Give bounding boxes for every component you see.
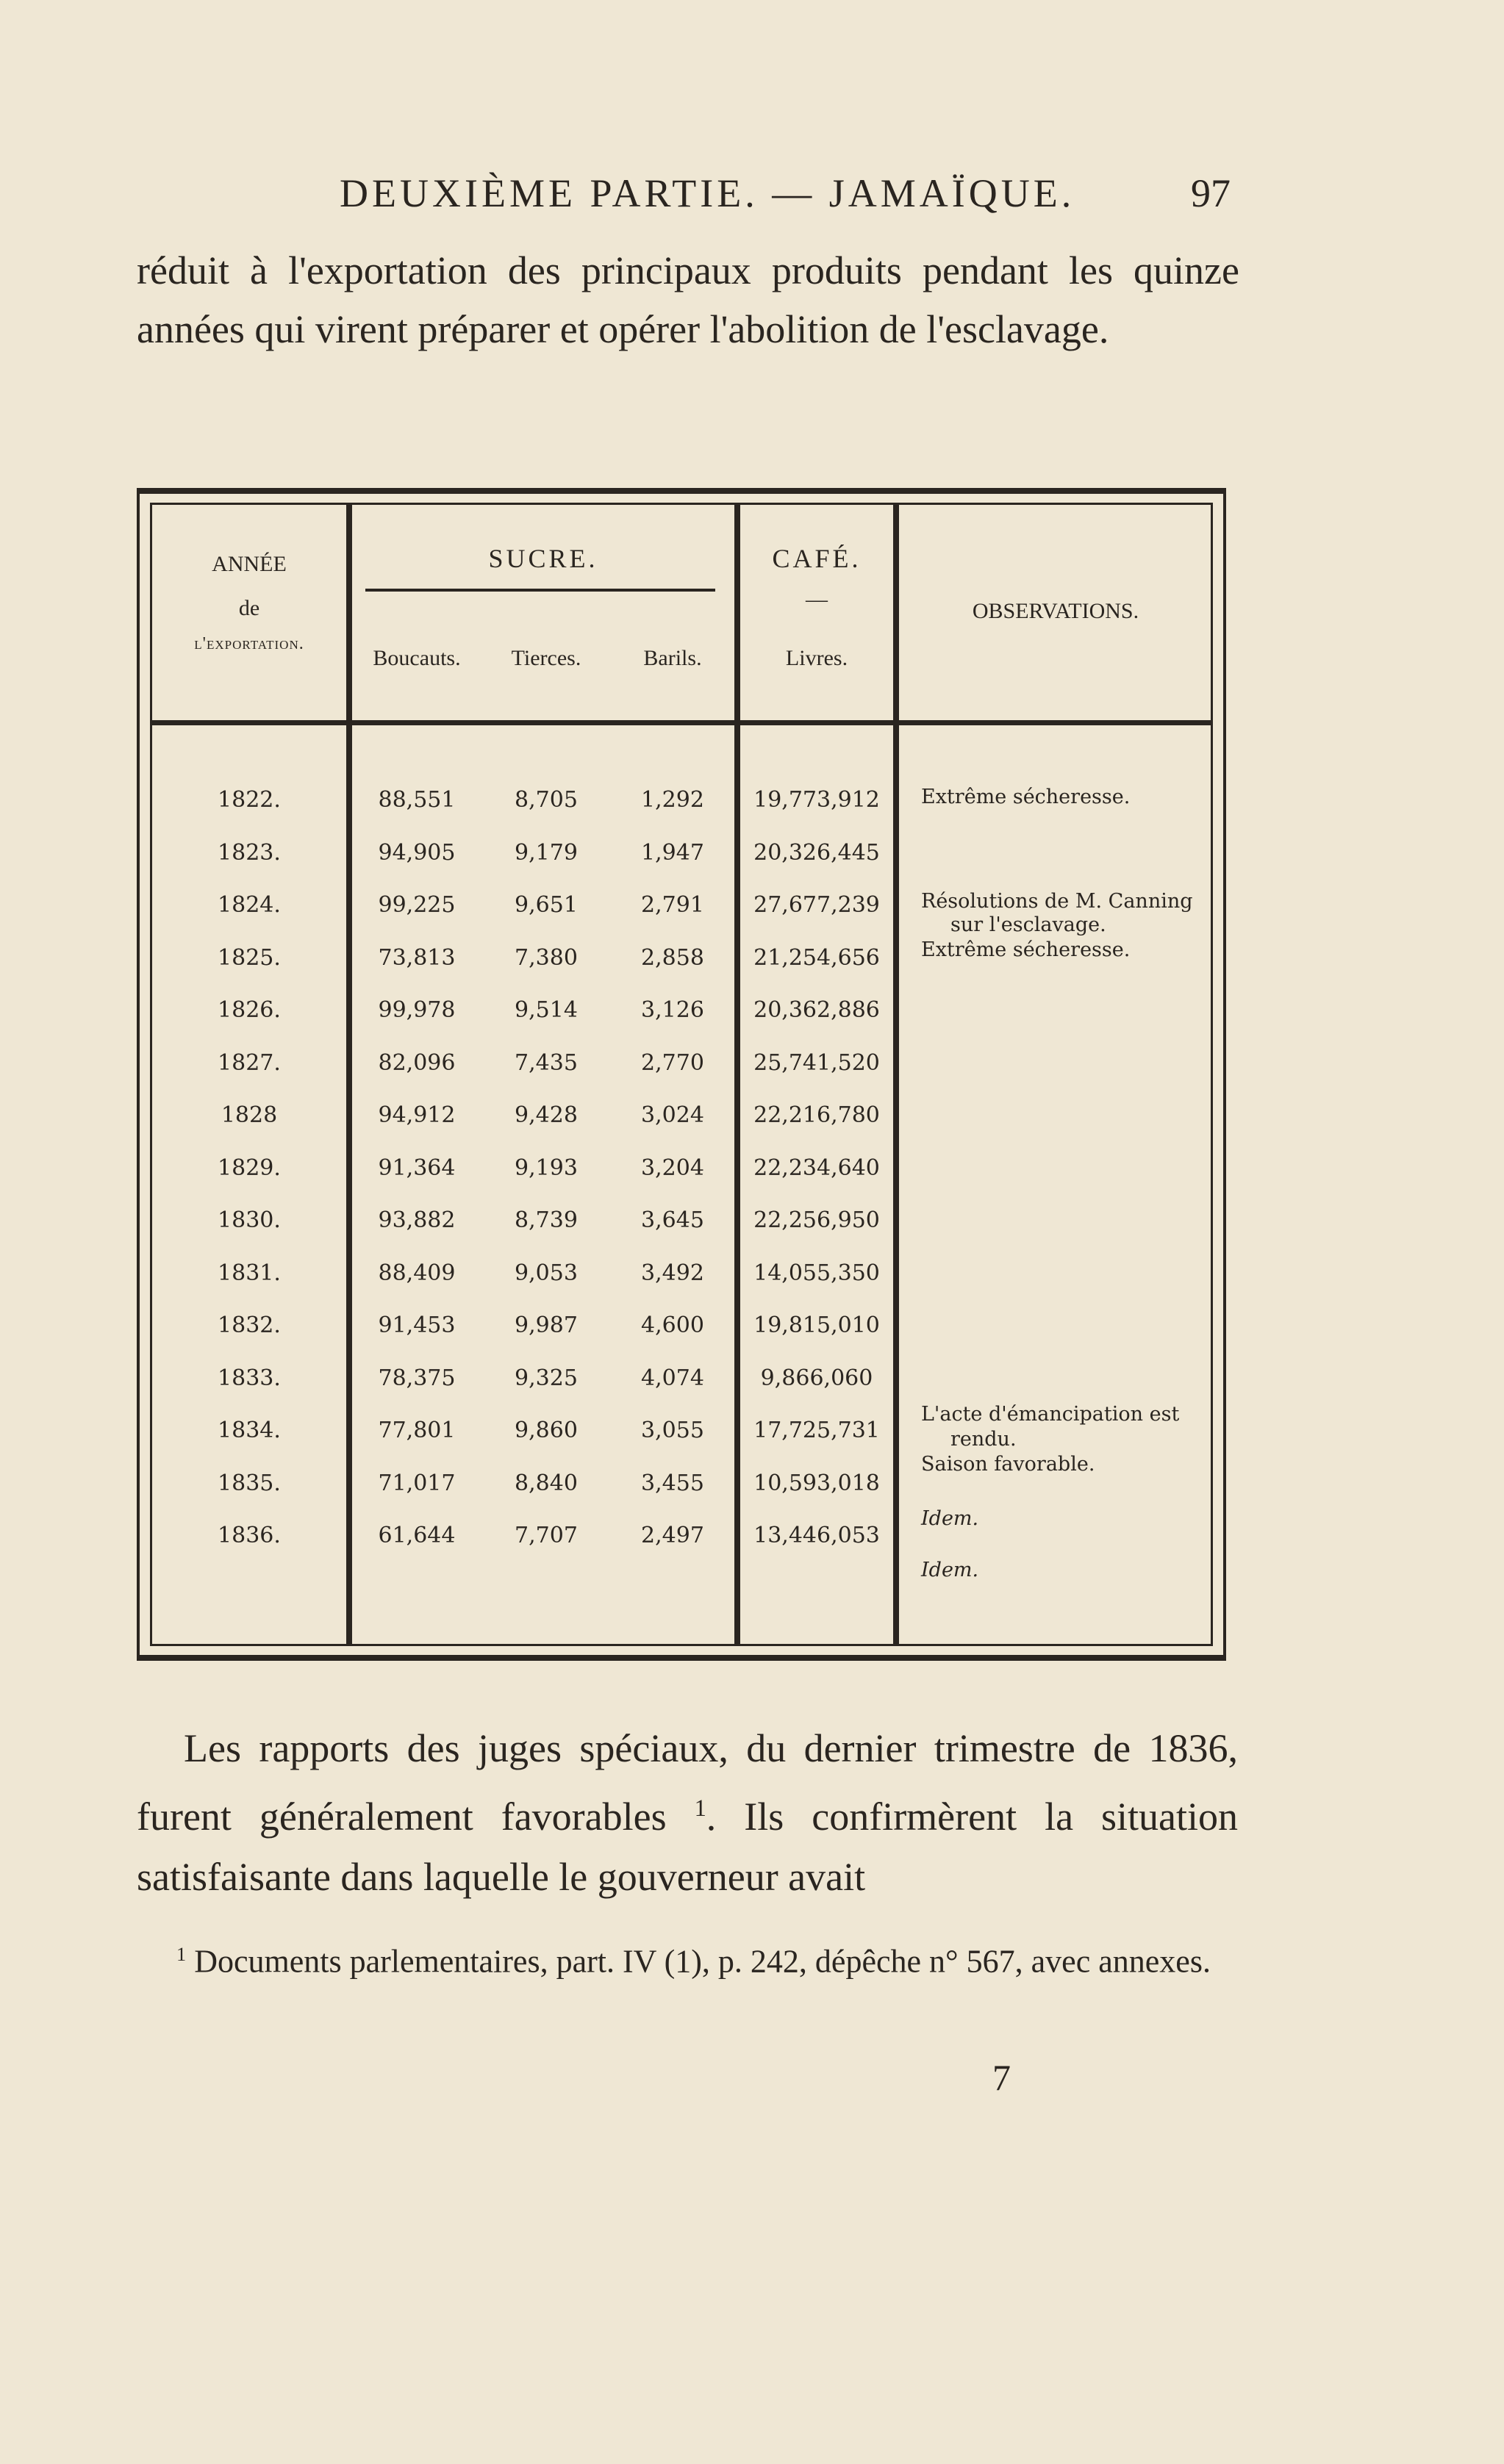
table-row — [152, 1155, 1211, 1210]
cell-boucauts: 91,364 — [378, 1154, 456, 1181]
body-text-part2: . Ils confirmèrent la situation satisfaisante dans laquelle le gouverneur avait — [137, 1795, 1239, 1899]
cell-year: 1830. — [218, 1207, 281, 1233]
running-header — [140, 170, 1242, 222]
cell-year: 1823. — [218, 839, 281, 866]
cell-tierces: 7,380 — [515, 944, 578, 971]
cell-barils: 2,791 — [641, 892, 704, 918]
cell-livres: 13,446,053 — [753, 1523, 880, 1548]
cell-livres: 22,234,640 — [753, 1154, 880, 1181]
cell-livres: 25,741,520 — [753, 1049, 880, 1076]
cell-barils: 3,492 — [641, 1260, 704, 1286]
cell-barils: 3,055 — [641, 1418, 704, 1443]
signature-mark: 7 — [992, 2057, 1011, 2098]
year-header-line3: l'exportation. — [194, 634, 304, 653]
cell-barils: 3,645 — [641, 1207, 704, 1233]
cell-boucauts: 78,375 — [378, 1365, 456, 1391]
obs-1834: Saison favorable. — [921, 1453, 1095, 1476]
boucauts-header: Boucauts. — [373, 646, 461, 670]
cell-barils: 1,947 — [641, 839, 704, 866]
cafe-header: CAFÉ. — [772, 544, 862, 573]
export-table — [137, 488, 1226, 1661]
cell-year: 1835. — [218, 1470, 281, 1496]
header-rule — [152, 720, 346, 725]
intro-text: réduit à l'exportation des principaux produits pendant les quinze années qui virent préparer et opérer l'abolition de l'esclavage. — [137, 248, 1239, 351]
cell-livres: 9,866,060 — [760, 1365, 873, 1391]
obs-1824-line2: sur l'esclavage. — [950, 913, 1106, 936]
cell-barils: 4,600 — [641, 1312, 704, 1338]
cell-barils: 1,292 — [641, 787, 704, 813]
cell-boucauts: 61,644 — [378, 1523, 456, 1548]
cell-livres: 17,725,731 — [753, 1418, 880, 1443]
cell-tierces: 9,179 — [515, 839, 578, 866]
cell-year: 1824. — [218, 892, 281, 918]
page-number: 97 — [1191, 171, 1231, 215]
table-row — [152, 1523, 1211, 1577]
cell-tierces: 9,860 — [515, 1418, 578, 1443]
body-text-part1: Les rapports des juges spéciaux, du dernier trimestre de 1836, furent généralement favorables — [137, 1726, 1238, 1839]
intro-paragraph — [137, 241, 1239, 359]
cell-boucauts: 88,409 — [378, 1260, 456, 1286]
cell-tierces: 8,705 — [515, 787, 578, 813]
cell-barils: 3,204 — [641, 1154, 704, 1181]
body-text — [137, 1718, 1238, 1907]
cell-boucauts: 91,453 — [378, 1312, 456, 1338]
cell-tierces: 9,325 — [515, 1365, 578, 1391]
cell-livres: 22,216,780 — [753, 1102, 880, 1128]
barils-header: Barils. — [643, 646, 702, 670]
obs-1824-line1: Résolutions de M. Canning — [921, 890, 1193, 913]
table-row — [152, 1260, 1211, 1315]
cell-boucauts: 88,551 — [378, 787, 456, 813]
cell-livres: 21,254,656 — [753, 944, 880, 971]
cell-boucauts: 93,882 — [378, 1207, 456, 1233]
cell-year: 1832. — [218, 1312, 281, 1338]
obs-1822: Extrême sécheresse. — [921, 786, 1131, 808]
observations-header: OBSERVATIONS. — [972, 599, 1139, 623]
cell-year: 1825. — [218, 944, 281, 971]
cell-boucauts: 94,905 — [378, 839, 456, 866]
table-frame — [150, 503, 1213, 1646]
obs-1833-line2: rendu. — [950, 1428, 1017, 1451]
cell-barils: 2,858 — [641, 944, 704, 971]
cell-barils: 4,074 — [641, 1365, 704, 1391]
cell-livres: 14,055,350 — [753, 1260, 880, 1286]
footnote — [137, 1931, 1238, 1985]
cell-barils: 2,497 — [641, 1523, 704, 1548]
cell-livres: 19,815,010 — [753, 1312, 880, 1338]
cell-year: 1822. — [218, 787, 281, 813]
cell-livres: 22,256,950 — [753, 1207, 880, 1233]
cell-boucauts: 99,978 — [378, 997, 456, 1023]
cell-boucauts: 82,096 — [378, 1049, 456, 1076]
cell-year: 1827. — [218, 1049, 281, 1076]
obs-1836: Idem. — [921, 1559, 979, 1581]
cell-barils: 3,024 — [641, 1102, 704, 1128]
running-title: DEUXIÈME PARTIE. — JAMAÏQUE. — [340, 171, 1075, 215]
cell-year: 1826. — [218, 997, 281, 1023]
year-header-line1: ANNÉE — [212, 552, 287, 576]
cell-tierces: 8,840 — [515, 1470, 578, 1496]
cell-tierces: 9,053 — [515, 1260, 578, 1286]
cell-tierces: 9,193 — [515, 1154, 578, 1181]
cell-livres: 20,362,886 — [753, 997, 880, 1023]
table-row — [152, 1102, 1211, 1157]
header-rule — [899, 720, 1212, 725]
footnote-mark: 1 — [176, 1943, 187, 1965]
year-header-line2: de — [238, 596, 260, 620]
obs-1833-line1: L'acte d'émancipation est — [921, 1403, 1180, 1426]
cell-barils: 2,770 — [641, 1049, 704, 1076]
cell-tierces: 9,651 — [515, 892, 578, 918]
cell-barils: 3,126 — [641, 997, 704, 1023]
cell-year: 1831. — [218, 1260, 281, 1286]
cell-boucauts: 99,225 — [378, 892, 456, 918]
cell-boucauts: 77,801 — [378, 1418, 456, 1443]
tierces-header: Tierces. — [511, 646, 581, 670]
table-row — [152, 1050, 1211, 1105]
cell-tierces: 9,514 — [515, 997, 578, 1023]
table-row — [152, 840, 1211, 894]
header-rule — [740, 720, 893, 725]
cell-boucauts: 94,912 — [378, 1102, 456, 1128]
year-header — [152, 552, 346, 654]
table-row — [152, 1207, 1211, 1262]
cell-livres: 10,593,018 — [753, 1470, 880, 1496]
cell-year: 1834. — [218, 1418, 281, 1443]
cell-tierces: 8,739 — [515, 1207, 578, 1233]
cell-livres: 19,773,912 — [753, 787, 880, 813]
cell-tierces: 7,435 — [515, 1049, 578, 1076]
livres-header: Livres. — [785, 646, 848, 670]
cell-tierces: 9,428 — [515, 1102, 578, 1128]
cell-boucauts: 73,813 — [378, 944, 456, 971]
cell-tierces: 9,987 — [515, 1312, 578, 1338]
table-row — [152, 997, 1211, 1052]
body-paragraph — [137, 1718, 1238, 1907]
cell-year: 1833. — [218, 1365, 281, 1391]
cell-year: 1836. — [218, 1523, 281, 1548]
header-rule — [352, 720, 734, 725]
cell-boucauts: 71,017 — [378, 1470, 456, 1496]
obs-1825: Extrême sécheresse. — [921, 938, 1131, 961]
cell-livres: 20,326,445 — [753, 839, 880, 866]
footnote-text: Documents parlementaires, part. IV (1), p. 242, dépêche n° 567, avec annexes. — [194, 1943, 1211, 1980]
table-row — [152, 1312, 1211, 1367]
cell-tierces: 7,707 — [515, 1523, 578, 1548]
sucre-brace — [365, 589, 715, 592]
cafe-dash: — — [806, 587, 828, 611]
cell-year: 1829. — [218, 1154, 281, 1181]
sucre-header: SUCRE. — [488, 544, 598, 573]
obs-1835: Idem. — [921, 1507, 979, 1530]
cell-livres: 27,677,239 — [753, 892, 880, 918]
footnote-ref[interactable]: 1 — [694, 1795, 706, 1822]
table-row — [152, 1470, 1211, 1525]
cell-barils: 3,455 — [641, 1470, 704, 1496]
cell-year: 1828 — [221, 1102, 278, 1128]
